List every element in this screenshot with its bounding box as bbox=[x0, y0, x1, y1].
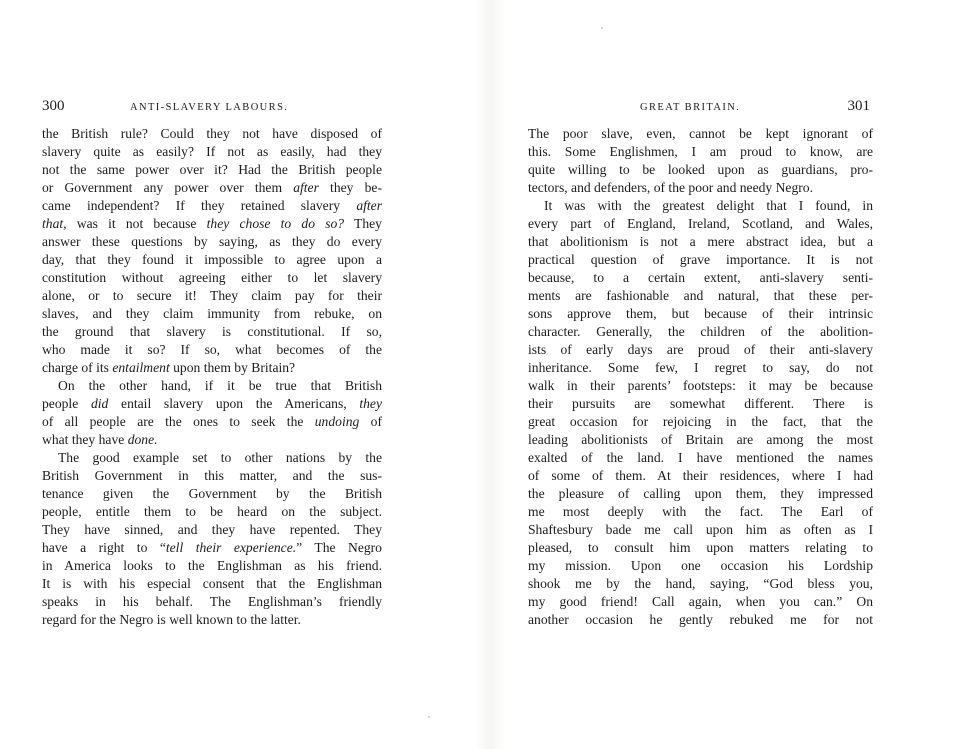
text-line bbox=[528, 341, 873, 359]
right-page bbox=[490, 0, 980, 749]
text-line bbox=[42, 377, 382, 395]
text-segment: my mission. Upon one occasion his Lordship bbox=[528, 558, 873, 573]
text-line bbox=[42, 593, 382, 611]
text-line bbox=[528, 521, 873, 539]
right-page-body bbox=[528, 125, 873, 629]
text-line bbox=[42, 305, 382, 323]
text-segment: that abolitionism is not a mere abstract idea, but a bbox=[528, 234, 873, 249]
text-line bbox=[42, 557, 382, 575]
italic-text: undoing bbox=[314, 414, 360, 429]
italic-text: they chose to do so? bbox=[206, 216, 345, 231]
text-segment: the ground that slavery is constitutional. If so, bbox=[42, 324, 382, 339]
italic-text: after bbox=[356, 198, 382, 213]
text-segment: ments are fashionable and natural, that these per- bbox=[528, 288, 873, 303]
text-segment: me most deeply with the fact. The Earl of bbox=[528, 504, 873, 519]
text-line bbox=[528, 197, 873, 215]
text-line bbox=[42, 269, 382, 287]
italic-text: they bbox=[359, 396, 382, 411]
text-line bbox=[528, 431, 873, 449]
text-segment: who made it so? If so, what becomes of the bbox=[42, 342, 382, 357]
text-segment: upon them by Britain? bbox=[169, 360, 296, 375]
text-line bbox=[528, 125, 873, 143]
text-line bbox=[42, 359, 382, 377]
text-segment: great occasion for rejoicing in the fact, that the bbox=[528, 414, 873, 429]
text-segment: slavery quite as easily? If not as easily, had they bbox=[42, 144, 382, 159]
running-head: GREAT BRITAIN. bbox=[640, 102, 741, 113]
italic-text: did bbox=[90, 396, 109, 411]
page-number: 301 bbox=[847, 98, 870, 114]
text-line bbox=[42, 341, 382, 359]
text-segment: every part of England, Ireland, Scotland, and Wales, bbox=[528, 216, 873, 231]
text-line bbox=[528, 503, 873, 521]
left-page-header bbox=[42, 98, 384, 118]
text-line bbox=[528, 233, 873, 251]
text-line bbox=[528, 269, 873, 287]
text-line bbox=[42, 521, 382, 539]
text-line bbox=[42, 467, 382, 485]
text-line bbox=[528, 557, 873, 575]
text-line bbox=[528, 485, 873, 503]
text-segment: because, to a certain extent, anti-slavery senti- bbox=[528, 270, 873, 285]
text-line bbox=[42, 197, 382, 215]
text-line bbox=[42, 449, 382, 467]
text-line bbox=[528, 359, 873, 377]
text-line bbox=[42, 485, 382, 503]
text-segment: sons approve them, but because of their intrinsic bbox=[528, 306, 873, 321]
text-segment: British Government in this matter, and the sus- bbox=[42, 468, 382, 483]
text-segment: On the other hand, if it be true that British bbox=[58, 378, 382, 393]
italic-text: entailment bbox=[112, 360, 170, 375]
text-segment: inheritance. Some few, I regret to say, do not bbox=[528, 360, 873, 375]
text-line bbox=[42, 413, 382, 431]
text-segment: this. Some Englishmen, I am proud to know, are bbox=[528, 144, 873, 159]
text-segment: day, that they found it impossible to agree upon a bbox=[42, 252, 382, 267]
text-line bbox=[42, 215, 382, 233]
text-segment: pleased, to consult him upon matters relating to bbox=[528, 540, 873, 555]
text-segment: my good friend! Call again, when you can.” On bbox=[528, 594, 873, 609]
text-line bbox=[528, 323, 873, 341]
text-segment: They have sinned, and they have repented. They bbox=[42, 522, 382, 537]
text-line bbox=[42, 125, 382, 143]
text-segment: They bbox=[344, 216, 382, 231]
text-line bbox=[42, 611, 382, 629]
text-line bbox=[528, 449, 873, 467]
text-line bbox=[528, 395, 873, 413]
text-segment: shook me by the hand, saying, “God bless you, bbox=[528, 576, 873, 591]
text-segment: slaves, and they claim immunity from rebuke, on bbox=[42, 306, 382, 321]
text-segment: tectors, and defenders, of the poor and needy Negro. bbox=[528, 180, 813, 195]
text-segment: of all people are the ones to seek the bbox=[42, 414, 315, 429]
text-segment: the pleasure of calling upon them, they impressed bbox=[528, 486, 873, 501]
text-segment: in America looks to the Englishman as his friend. bbox=[42, 558, 382, 573]
running-head: ANTI-SLAVERY LABOURS. bbox=[130, 102, 289, 113]
text-segment: the British rule? Could they not have disposed of bbox=[42, 126, 382, 141]
text-line bbox=[528, 305, 873, 323]
text-line bbox=[528, 251, 873, 269]
text-line bbox=[528, 143, 873, 161]
text-line bbox=[528, 611, 873, 629]
text-segment: what they have bbox=[42, 432, 128, 447]
text-segment: people bbox=[42, 396, 91, 411]
page-number: 300 bbox=[42, 98, 65, 114]
text-line bbox=[528, 575, 873, 593]
text-segment: came independent? If they retained slavery bbox=[42, 198, 357, 213]
text-line bbox=[42, 251, 382, 269]
text-segment: or Government any power over them bbox=[42, 180, 294, 195]
text-segment: Shaftesbury bade me call upon him as often as I bbox=[528, 522, 873, 537]
text-line bbox=[528, 179, 873, 197]
text-segment: another occasion he gently rebuked me for not bbox=[528, 612, 873, 627]
italic-text: done. bbox=[127, 432, 158, 447]
text-segment: people, entitle them to be heard on the subject. bbox=[42, 504, 382, 519]
text-line bbox=[528, 593, 873, 611]
text-segment: their pursuits are somewhat different. There is bbox=[528, 396, 873, 411]
text-segment: not the same power over it? Had the British people bbox=[42, 162, 382, 177]
text-segment: answer these questions by saying, as they do every bbox=[42, 234, 382, 249]
italic-text: after bbox=[293, 180, 319, 195]
text-segment: It is with his especial consent that the Englishman bbox=[42, 576, 382, 591]
text-line bbox=[528, 467, 873, 485]
text-line bbox=[528, 377, 873, 395]
text-segment: tenance given the Government by the British bbox=[42, 486, 382, 501]
text-segment: they be- bbox=[318, 180, 382, 195]
paper-speck bbox=[601, 27, 603, 29]
text-segment: character. Generally, the children of the abolition- bbox=[528, 324, 873, 339]
text-segment: leading abolitionists of Britain are among the most bbox=[528, 432, 873, 447]
text-segment: entail slavery upon the Americans, bbox=[108, 396, 360, 411]
text-line bbox=[42, 287, 382, 305]
text-line bbox=[528, 413, 873, 431]
text-line bbox=[42, 161, 382, 179]
right-page-header bbox=[528, 98, 870, 118]
text-line bbox=[528, 215, 873, 233]
text-segment: quite willing to be looked upon as guardians, pro- bbox=[528, 162, 873, 177]
text-segment: The poor slave, even, cannot be kept ignorant of bbox=[528, 126, 873, 141]
text-segment: constitution without agreeing either to let slavery bbox=[42, 270, 382, 285]
text-segment: regard for the Negro is well known to the latter. bbox=[42, 612, 301, 627]
italic-text: that, bbox=[42, 216, 67, 231]
text-line bbox=[42, 395, 382, 413]
italic-text: tell their experience. bbox=[165, 540, 297, 555]
text-segment: ” The Negro bbox=[296, 540, 382, 555]
text-line bbox=[528, 161, 873, 179]
text-segment: The good example set to other nations by the bbox=[58, 450, 382, 465]
text-segment: walk in their parents’ footsteps: it may be because bbox=[528, 378, 873, 393]
text-segment: was it not because bbox=[66, 216, 207, 231]
text-segment: exalted of the land. I have mentioned the names bbox=[528, 450, 873, 465]
text-line bbox=[42, 575, 382, 593]
text-segment: of bbox=[359, 414, 382, 429]
text-segment: have a right to “ bbox=[42, 540, 166, 555]
text-segment: speaks in his behalf. The Englishman’s friendly bbox=[42, 594, 382, 609]
text-line bbox=[42, 539, 382, 557]
text-line bbox=[42, 323, 382, 341]
text-line bbox=[528, 539, 873, 557]
text-line bbox=[42, 503, 382, 521]
text-segment: practical question of grave importance. It is not bbox=[528, 252, 873, 267]
paper-speck bbox=[428, 716, 430, 718]
text-segment: of some of them. At their residences, where I had bbox=[528, 468, 873, 483]
text-segment: charge of its bbox=[42, 360, 113, 375]
text-line bbox=[42, 431, 382, 449]
left-page-body bbox=[42, 125, 382, 629]
text-line bbox=[42, 233, 382, 251]
text-segment: ists of early days are proud of their anti-slavery bbox=[528, 342, 873, 357]
text-line bbox=[42, 179, 382, 197]
text-line bbox=[42, 143, 382, 161]
text-line bbox=[528, 287, 873, 305]
text-segment: It was with the greatest delight that I found, in bbox=[544, 198, 873, 213]
text-segment: alone, or to secure it! They claim pay for their bbox=[42, 288, 382, 303]
